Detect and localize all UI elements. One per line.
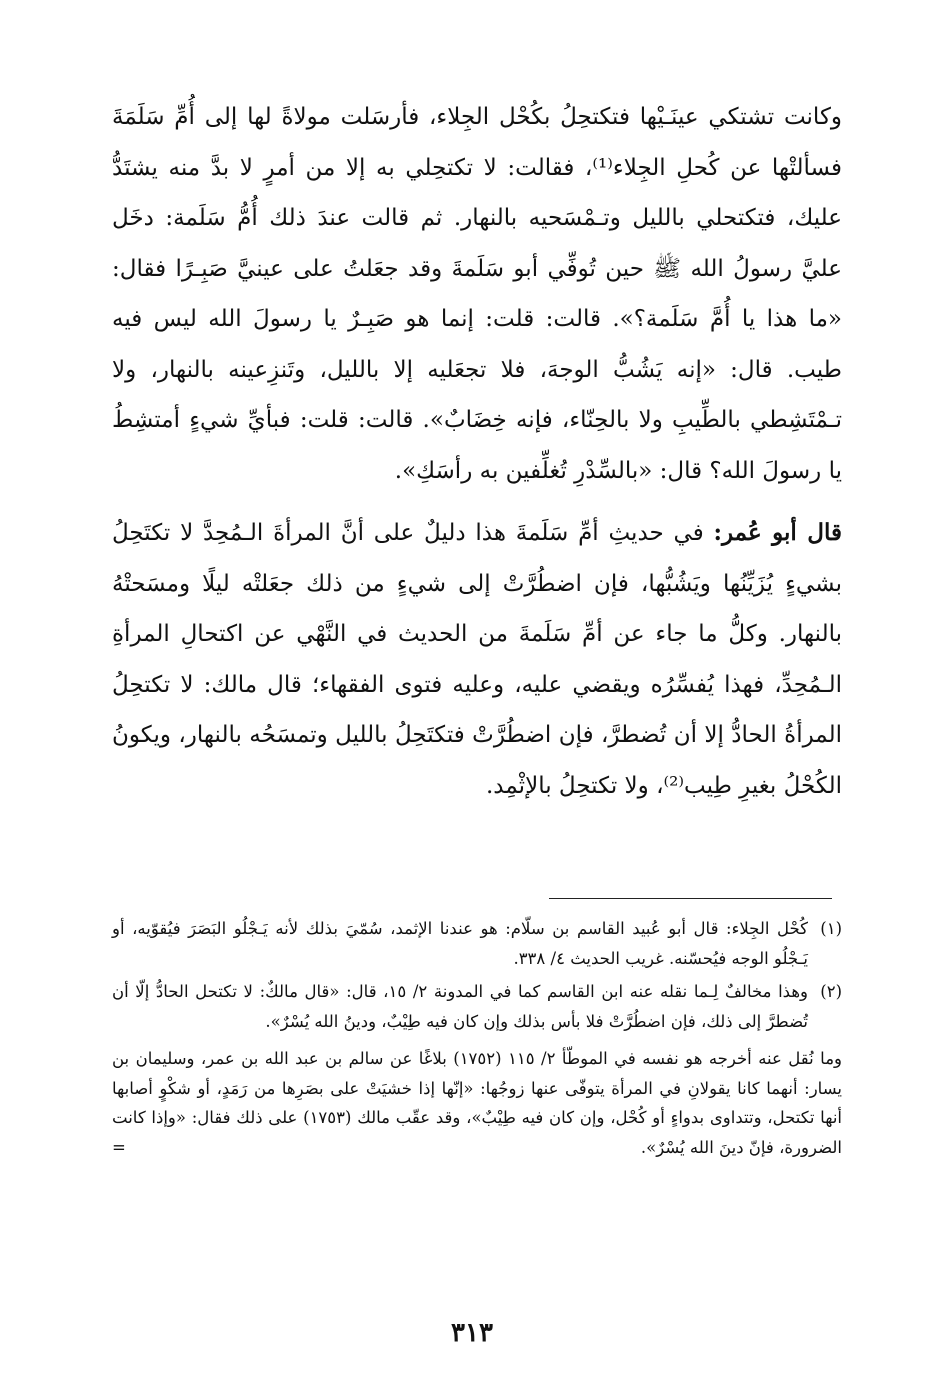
footnote bbox=[112, 977, 842, 1036]
paragraph bbox=[112, 508, 842, 811]
continuation-mark: = bbox=[112, 1137, 126, 1157]
footnote-text: وما نُقل عنه أخرجه هو نفسه في الموطّأ ٢/ ١١٥ (١٧٥٢) بلاغًا عن سالم بن عبد الله بن عمر، وسليمان بن يسار: أنهما كانا يقولانِ في المرأة يتوفّى عنها زوجُها: «إنّها إذا خشيَتْ على بصَرِها من رَمَدٍ، أو شكْوٍ أصابها أنها تكتحل، وتتداوى بدواءٍ أو كُحْل، وإن كان فيه طِيْبٌ»، وقد عقّب مالك (١٧٥٣) على ذلك فقال: «وإذا كانت الضرورة، فإنّ دينَ الله يُسْرٌ». bbox=[112, 1049, 842, 1157]
main-text bbox=[112, 92, 842, 821]
footnote-text: كُحْل الجِلاء: قال أبو عُبيد القاسم بن سلّام: هو عندنا الإثمد، سُمّيَ بذلك لأنه يَـجْلُو البَصَرَ فيُقوّيه، أو يَـجْلُو الوجه فيُحسّنه. غريب الحديث ٤/ ٣٣٨. bbox=[112, 919, 808, 968]
footnote-number: (١) bbox=[820, 919, 842, 938]
footnotes bbox=[112, 914, 842, 1166]
footnote-number: (٢) bbox=[820, 982, 842, 1001]
paragraph-lead: قال أبو عُمر: bbox=[713, 519, 842, 546]
footnote-text: وهذا مخالفٌ لِـما نقله عنه ابن القاسم كما في المدونة ٢/ ١٥، قال: «قال مالكٌ: لا تكتحل الحادُّ إلّا أن تُضطرَّ إلى ذلك، فإن اضطُرَّتْ فلا بأس بذلك وإن كان فيه طِيْبٌ، ودينُ الله يُسْرٌ». bbox=[112, 982, 808, 1031]
footnote bbox=[112, 914, 842, 973]
footnote-continuation bbox=[112, 1044, 842, 1162]
paragraph-text: في حديثِ أمِّ سَلَمةَ هذا دليلٌ على أنَّ المرأةَ الـمُحِدَّ لا تكتَحِلُ بشيءٍ يُزَيِّنُها ويَشُبُّها، فإن اضطُرَّتْ إلى شيءٍ من ذلك جعَلتْه ليلًا ومسَحتْهُ بالنهار. وكلُّ ما جاء عن أمِّ سَلَمةَ من الحديث في النَّهْي عن اكتحالِ المرأةِ الـمُحِدِّ، فهذا يُفسِّرُه ويقضي عليه، وعليه فتوى الفقهاء؛ قال مالك: لا تكتحِلُ المرأةُ الحادُّ إلا أن تُضطرَّ، فإن اضطُرَّتْ فتكتَحِلُ بالليل وتمسَحُه بالنهار، ويكونُ الكُحْلُ بغيرِ طِيب⁽²⁾، ولا تكتحِلُ بالإثْمِد. bbox=[112, 520, 842, 799]
footnote-separator bbox=[549, 898, 832, 899]
paragraph: وكانت تشتكي عينَـيْها فتكتحِلُ بكُحْل الجِلاء، فأرسَلت مولاةً لها إلى أُمِّ سَلَمَةَ فسألتْها عن كُحلِ الجِلاء⁽¹⁾، فقالت: لا تكتحِلي به إلا من أمرٍ لا بدَّ منه يشتَدُّ عليك، فتكتحلي بالليل وتـمْسَحيه بالنهار. ثم قالت عندَ ذلك أُمُّ سَلَمة: دخَل عليَّ رسولُ الله ﷺ حين تُوفِّي أبو سَلَمةَ وقد جعَلتُ على عينيَّ صَبِـرًا فقال: «ما هذا يا أُمَّ سَلَمة؟». قالت: قلت: إنما هو صَبِـرٌ يا رسولَ الله ليس فيه طيب. قال: «إنه يَشُبُّ الوجهَ، فلا تجعَليه إلا بالليل، وتَنزِعينه بالنهار، ولا تـمْتَشِطي بالطِّيبِ ولا بالحِنّاء، فإنه خِضَابٌ». قالت: قلت: فبأيِّ شيءٍ أمتشِطُ يا رسولَ الله؟ قال: «بالسِّدْرِ تُغلِّفين به رأسَكِ». bbox=[112, 104, 843, 484]
page-number: ٣١٣ bbox=[451, 1318, 493, 1348]
